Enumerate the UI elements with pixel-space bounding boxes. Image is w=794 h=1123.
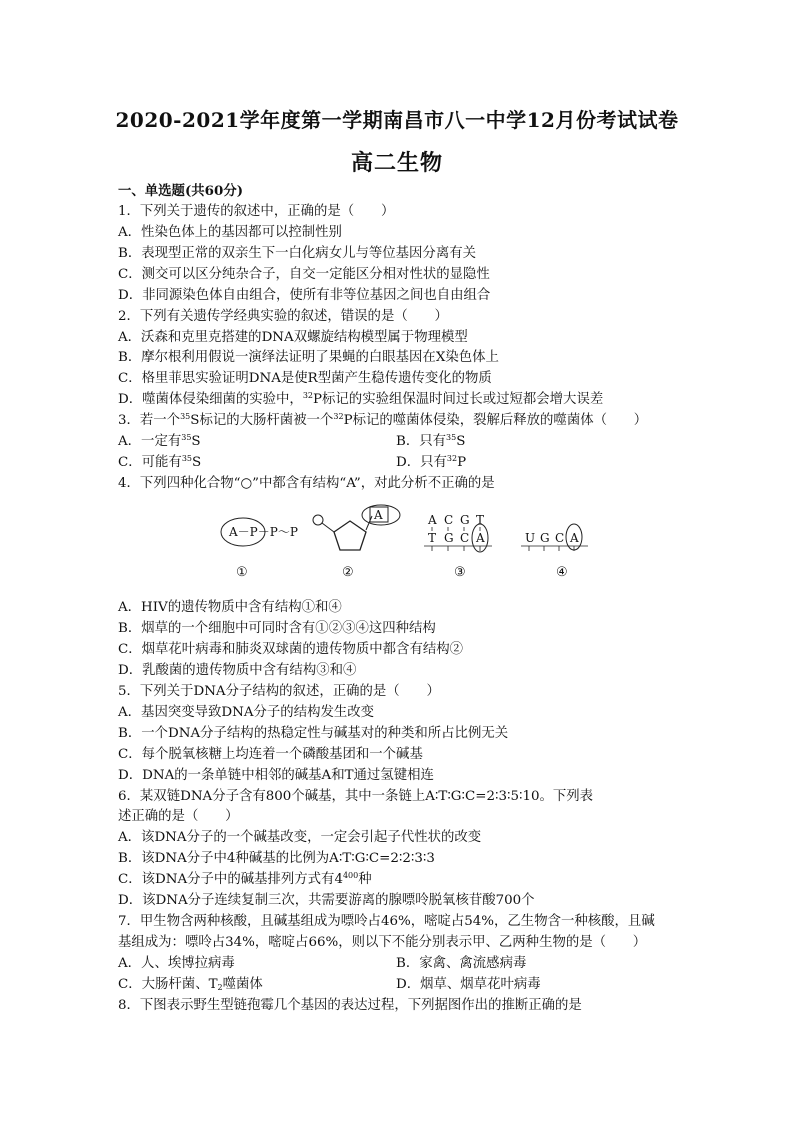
exam-title: 2020-2021学年度第一学期南昌市八一中学12月份考试试卷: [115, 108, 679, 132]
fig3-bottom-0: T: [428, 531, 437, 545]
fig3-top-0: A: [428, 513, 437, 527]
q2-option-b: B．摩尔根利用假说一演绎法证明了果蝇的白眼基因在X染色体上: [118, 350, 499, 365]
q1-option-c: C．测交可以区分纯杂合子，自交一定能区分相对性状的显隐性: [118, 267, 490, 282]
q2-option-c: C．格里菲思实验证明DNA是使R型菌产生稳传遗传变化的物质: [118, 371, 492, 386]
fig3-bottom-2: C: [460, 531, 470, 545]
fig1-text: A－P－P～P: [229, 525, 298, 539]
q7-option-b: B．家禽、禽流感病毒: [396, 956, 527, 971]
fig2-base-text: A: [374, 508, 383, 522]
q4-figure: [210, 500, 610, 590]
q4-option-b: B．烟草的一个细胞中可同时含有①②③④这四种结构: [118, 621, 436, 636]
q3-option-a: A．一定有$^{35}$S: [118, 433, 201, 449]
q5-stem: 5．下列关于DNA分子结构的叙述，正确的是（ ）: [118, 684, 440, 699]
q2-option-d: D．噬菌体侵染细菌的实验中，$^{32}$P标记的实验组保温时间过长或过短都会增大误差: [118, 391, 604, 407]
q4-stem: 4．下列四种化合物“○”中都含有结构“A”，对此分析不正确的是: [118, 476, 495, 491]
fig2-phosphate: [313, 515, 323, 525]
q1-stem: 1．下列关于遗传的叙述中，正确的是（ ）: [118, 204, 395, 219]
fig4-base-1: G: [540, 531, 550, 545]
fig3-top-1: C: [444, 513, 454, 527]
q1-option-d: D．非同源染色体自由组合，使所有非等位基因之间也自由组合: [118, 288, 491, 303]
fig4-base-3: A: [570, 531, 579, 545]
fig-label-2: ②: [342, 565, 354, 580]
q6-option-a: A．该DNA分子的一个碱基改变，一定会引起子代性状的改变: [118, 830, 482, 845]
q6-option-b: B．该DNA分子中4种碱基的比例为A∶T∶G∶C=2∶2∶3∶3: [118, 851, 435, 866]
subject-title: 高二生物: [350, 150, 443, 176]
q4-option-d: D．乳酸菌的遗传物质中含有结构③和④: [118, 663, 357, 678]
fig3-top-3: T: [476, 513, 485, 527]
q7-option-d: D．烟草、烟草花叶病毒: [396, 977, 541, 992]
q3-option-b: B．只有$^{35}$S: [396, 433, 466, 449]
q4-option-c: C．烟草花叶病毒和肺炎双球菌的遗传物质中都含有结构②: [118, 642, 464, 657]
fig4-base-0: U: [525, 531, 536, 545]
q3-option-d: D．只有$^{32}$P: [396, 454, 467, 470]
q5-option-c: C．每个脱氧核糖上均连着一个磷酸基团和一个碱基: [118, 747, 423, 762]
section-heading: 一、单选题(共60分): [118, 183, 244, 199]
q7-option-c: C．大肠杆菌、$T_2$噬菌体: [118, 977, 263, 992]
q5-option-b: B．一个DNA分子结构的热稳定性与碱基对的种类和所占比例无关: [118, 726, 509, 741]
q2-stem: 2．下列有关遗传学经典实验的叙述，错误的是（ ）: [118, 309, 448, 324]
fig-label-3: ③: [454, 565, 466, 580]
fig4-base-2: C: [555, 531, 565, 545]
fig-label-1: ①: [236, 565, 248, 580]
q5-option-d: D．DNA的一条单链中相邻的碱基A和T通过氢键相连: [118, 768, 434, 783]
q4-option-a: A．HIV的遗传物质中含有结构①和④: [118, 600, 342, 615]
q3-stem: 3．若一个$^{35}$S标记的大肠杆菌被一个$^{32}$P标记的噬菌体侵染，裂解后释放的噬菌体（ ）: [118, 412, 648, 428]
q7-stem-line1: 7．甲生物含两种核酸，且碱基组成为嘌呤占46%，嘧啶占54%，乙生物含一种核酸，且碱: [118, 914, 655, 929]
q7-stem-line2: 基组成为：嘌呤占34%，嘧啶占66%，则以下不能分别表示甲、乙两种生物的是（ ）: [118, 935, 647, 950]
fig3-bottom-3: A: [476, 531, 485, 545]
fig3-top-2: G: [460, 513, 470, 527]
q6-stem-line2: 述正确的是（ ）: [118, 809, 239, 824]
q1-option-b: B．表现型正常的双亲生下一白化病女儿与等位基因分离有关: [118, 246, 476, 261]
q3-option-c: C．可能有$^{35}$S: [118, 454, 202, 470]
fig-label-4: ④: [556, 565, 568, 580]
q8-stem: 8．下图表示野生型链孢霉几个基因的表达过程，下列据图作出的推断正确的是: [118, 998, 582, 1013]
fig2-pentose: [334, 521, 366, 550]
q6-stem-line1: 6．某双链DNA分子含有800个碱基，其中一条链上A∶T∶G∶C=2∶3∶5∶10。下列表: [118, 789, 594, 804]
fig3-bottom-1: G: [444, 531, 454, 545]
q7-option-a: A．人、埃博拉病毒: [118, 956, 235, 971]
q6-option-c: C．该DNA分子中的碱基排列方式有$4^{400}$种: [118, 871, 372, 887]
q1-option-a: A．性染色体上的基因都可以控制性别: [118, 225, 342, 240]
q5-option-a: A．基因突变导致DNA分子的结构发生改变: [118, 705, 375, 720]
q2-option-a: A．沃森和克里克搭建的DNA双螺旋结构模型属于物理模型: [118, 330, 468, 345]
q6-option-d: D．该DNA分子连续复制三次，共需要游离的腺嘌呤脱氧核苷酸700个: [118, 893, 535, 908]
